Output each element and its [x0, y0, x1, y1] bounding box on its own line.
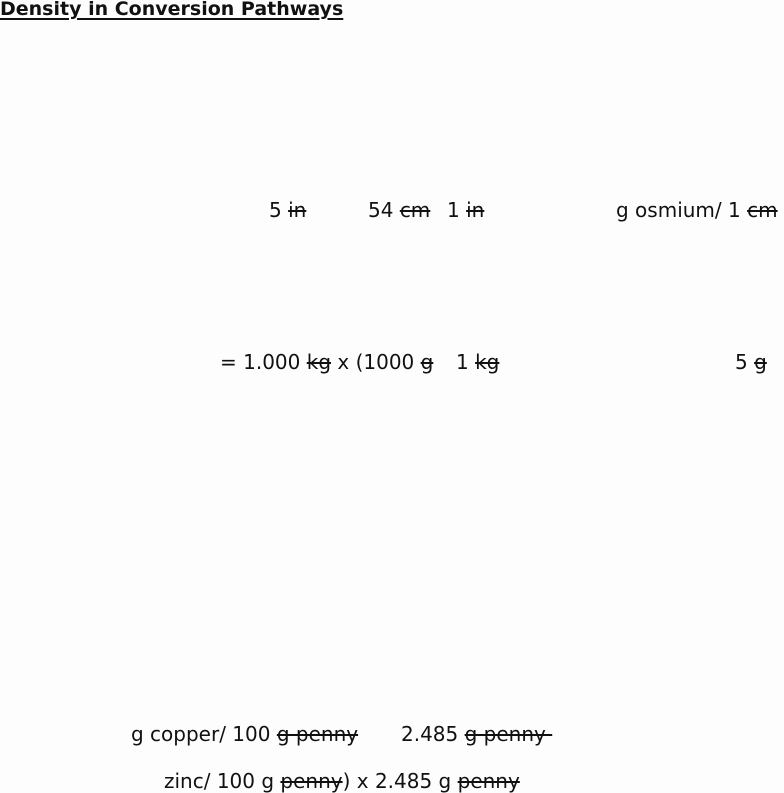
line2-d-number: 5	[735, 350, 755, 374]
line1-fragment-a	[269, 198, 306, 222]
line1-c-number: 1	[447, 198, 467, 222]
line3-fragment-a	[131, 722, 358, 746]
line2-a-unit-cancelled: kg	[306, 350, 332, 374]
line1-b-number: 54	[368, 198, 400, 222]
line1-fragment-d	[616, 198, 778, 222]
line4-b-unit-cancelled: penny	[457, 769, 520, 793]
line4-a-text: zinc/ 100 g	[164, 769, 281, 793]
line2-d-unit-cancelled: g	[754, 350, 767, 374]
line3-a-unit-cancelled: g penny	[276, 722, 359, 746]
line2-b-text: x (1000	[331, 350, 421, 374]
line2-c-unit-cancelled: kg	[475, 350, 500, 374]
line2-b-unit-cancelled: g	[420, 350, 434, 374]
line1-fragment-c	[447, 198, 484, 222]
line3-fragment-b	[401, 722, 552, 746]
line4-fragment-a	[164, 769, 520, 793]
line4-b-text: ) x 2.485 g	[342, 769, 458, 793]
line1-b-unit-cancelled: cm	[399, 198, 431, 222]
line2-fragment-d	[735, 350, 767, 374]
page-title: Density in Conversion Pathways	[0, 0, 344, 20]
line1-c-unit-cancelled: in	[466, 198, 485, 222]
line2-c-number: 1	[456, 350, 476, 374]
line2-fragment-c	[456, 350, 499, 374]
line1-a-unit-cancelled: in	[288, 198, 307, 222]
line3-b-number: 2.485	[401, 722, 465, 746]
line1-d-unit-cancelled: cm	[747, 198, 778, 222]
line1-a-number: 5	[269, 198, 289, 222]
line3-a-text: g copper/ 100	[131, 722, 277, 746]
line2-a-text: = 1.000	[220, 350, 307, 374]
line1-fragment-b	[368, 198, 430, 222]
line4-a-unit-cancelled: penny	[280, 769, 343, 793]
line2-fragment-a	[220, 350, 433, 374]
line1-d-text: g osmium/ 1	[616, 198, 748, 222]
line3-b-unit-cancelled: g penny	[464, 722, 553, 746]
